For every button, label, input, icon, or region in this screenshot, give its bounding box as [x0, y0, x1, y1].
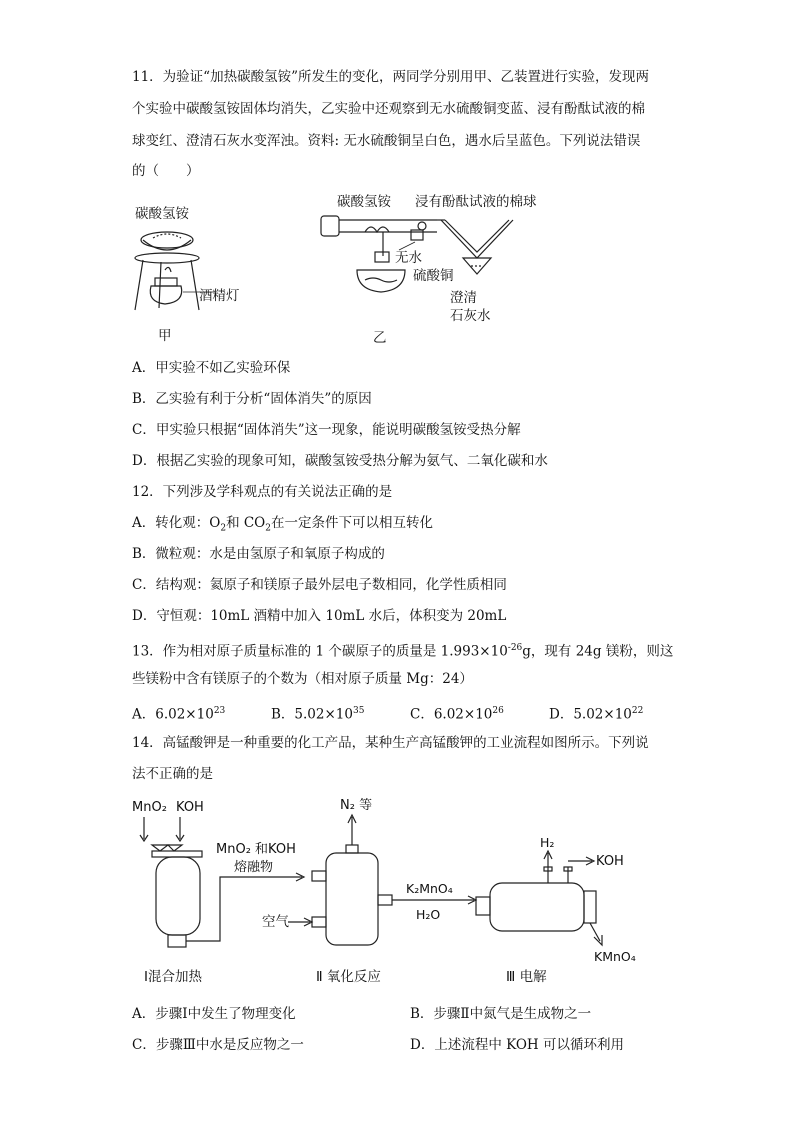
- q12-option-b: B．微粒观：水是由氢原子和氧原子构成的: [132, 546, 385, 562]
- step-1-caption: Ⅰ混合加热: [144, 969, 202, 985]
- q14-stem-line-2: 法不正确的是: [132, 766, 213, 782]
- q11-option-a: A．甲实验不如乙实验环保: [132, 360, 291, 376]
- q12-a-sub2: 2: [265, 523, 271, 534]
- yi-cotton-label: 浸有酚酞试液的棉球: [415, 194, 537, 210]
- q11-stem-line-1: 11．为验证“加热碳酸氢铵”所发生的变化，两同学分别用甲、乙装置进行实验，发现两: [132, 69, 649, 85]
- q14-stem-line-1: 14．高锰酸钾是一种重要的化工产品，某种生产高锰酸钾的工业流程如图所示。下列说: [132, 735, 649, 751]
- q11-apparatus-figure: [125, 188, 565, 348]
- air-label: 空气: [262, 914, 289, 930]
- yi-lime-label-2: 石灰水: [450, 308, 491, 324]
- melt-label-2: 熔融物: [234, 860, 274, 875]
- kmno4-label: KMnO₄: [594, 949, 636, 964]
- q13-d-base: D．5.02×10: [549, 706, 632, 723]
- step-3-caption: Ⅲ 电解: [506, 969, 547, 985]
- unit-3-electrolysis: [476, 851, 602, 945]
- q12-option-d: D．守恒观：10mL 酒精中加入 10mL 水后，体积变为 20mL: [132, 608, 507, 624]
- q13-a-base: A．6.02×10: [132, 706, 214, 723]
- yi-lime-label-1: 澄清: [450, 290, 477, 306]
- q12-a-mid: 和 CO: [226, 515, 266, 531]
- yi-caption: 乙: [373, 330, 387, 346]
- jia-top-label: 碳酸氢铵: [135, 206, 189, 222]
- h2-label: H₂: [540, 835, 555, 850]
- q11-option-d: D．根据乙实验的现象可知，碳酸氢铵受热分解为氨气、二氧化碳和水: [132, 453, 548, 469]
- q13-b-exp: 35: [352, 706, 365, 716]
- q13-d-exp: 22: [631, 706, 644, 716]
- h2o-label: H₂O: [416, 907, 441, 922]
- q13-c-exp: 26: [492, 706, 504, 716]
- q14-option-c: C．步骤Ⅲ中水是反应物之一: [132, 1037, 304, 1053]
- q13-stem-pre: 13．作为相对原子质量标准的 1 个碳原子的质量是 1.993×10: [132, 643, 508, 660]
- q11-stem-line-3: 球变红、澄清石灰水变浑浊。资料: 无水硫酸铜呈白色，遇水后呈蓝色。下列说法错误: [132, 133, 641, 149]
- q13-c-base: C．6.02×10: [410, 706, 493, 723]
- q12-a-post: 在一定条件下可以相互转化: [271, 515, 433, 531]
- k2mno4-label: K₂MnO₄: [406, 881, 453, 896]
- jia-lamp-label: 酒精灯: [199, 288, 240, 304]
- q12-option-c: C．结构观：氦原子和镁原子最外层电子数相同，化学性质相同: [132, 577, 507, 593]
- q13-option-c: [410, 701, 504, 725]
- koh-out-label: KOH: [596, 854, 624, 869]
- step-2-caption: Ⅱ 氧化反应: [316, 969, 381, 985]
- n2-label: N₂ 等: [340, 798, 373, 813]
- yi-nh4-label: 碳酸氢铵: [337, 194, 391, 210]
- melt-label-1: MnO₂ 和KOH: [216, 842, 296, 857]
- yi-cuso4-label-2: 硫酸铜: [413, 268, 454, 284]
- q13-option-d: [549, 701, 643, 725]
- jia-caption: 甲: [158, 328, 172, 344]
- q14-process-flow-figure: [130, 795, 650, 995]
- q12-stem: 12．下列涉及学科观点的有关说法正确的是: [132, 484, 393, 500]
- q14-option-b: B．步骤Ⅱ中氮气是生成物之一: [410, 1006, 592, 1022]
- q12-option-a: [132, 513, 433, 539]
- q13-a-exp: 23: [213, 706, 226, 716]
- q13-stem-line-2: 些镁粉中含有镁原子的个数为（相对原子质量 Mg：24）: [132, 671, 473, 687]
- q13-option-a: [132, 701, 225, 725]
- q12-a-pre: A．转化观：O: [132, 515, 221, 531]
- q11-option-b: B．乙实验有利于分析“固体消失”的原因: [132, 391, 372, 407]
- q11-option-c: C．甲实验只根据“固体消失”这一现象，能说明碳酸氢铵受热分解: [132, 422, 521, 438]
- unit-2-oxidation: [288, 815, 476, 945]
- yi-cuso4-label-1: 无水: [395, 250, 422, 266]
- q13-stem-line-1: [132, 638, 673, 662]
- q14-option-d: D．上述流程中 KOH 可以循环利用: [410, 1037, 624, 1053]
- q11-stem-line-2: 个实验中碳酸氢铵固体均消失，乙实验中还观察到无水硫酸铜变蓝、浸有酚酞试液的棉: [132, 101, 645, 117]
- q11-stem-line-4: 的（ ）: [132, 163, 200, 179]
- q14-option-a: A．步骤Ⅰ中发生了物理变化: [132, 1006, 296, 1022]
- koh-label: KOH: [176, 800, 204, 815]
- q13-option-b: [271, 701, 364, 725]
- q12-a-sub1: 2: [220, 523, 227, 534]
- q13-stem-exp: -26: [507, 643, 523, 653]
- q13-stem-post: g，现有 24g 镁粉，则这: [522, 643, 674, 660]
- q13-b-base: B．5.02×10: [271, 706, 353, 723]
- mno2-label: MnO₂: [132, 800, 167, 815]
